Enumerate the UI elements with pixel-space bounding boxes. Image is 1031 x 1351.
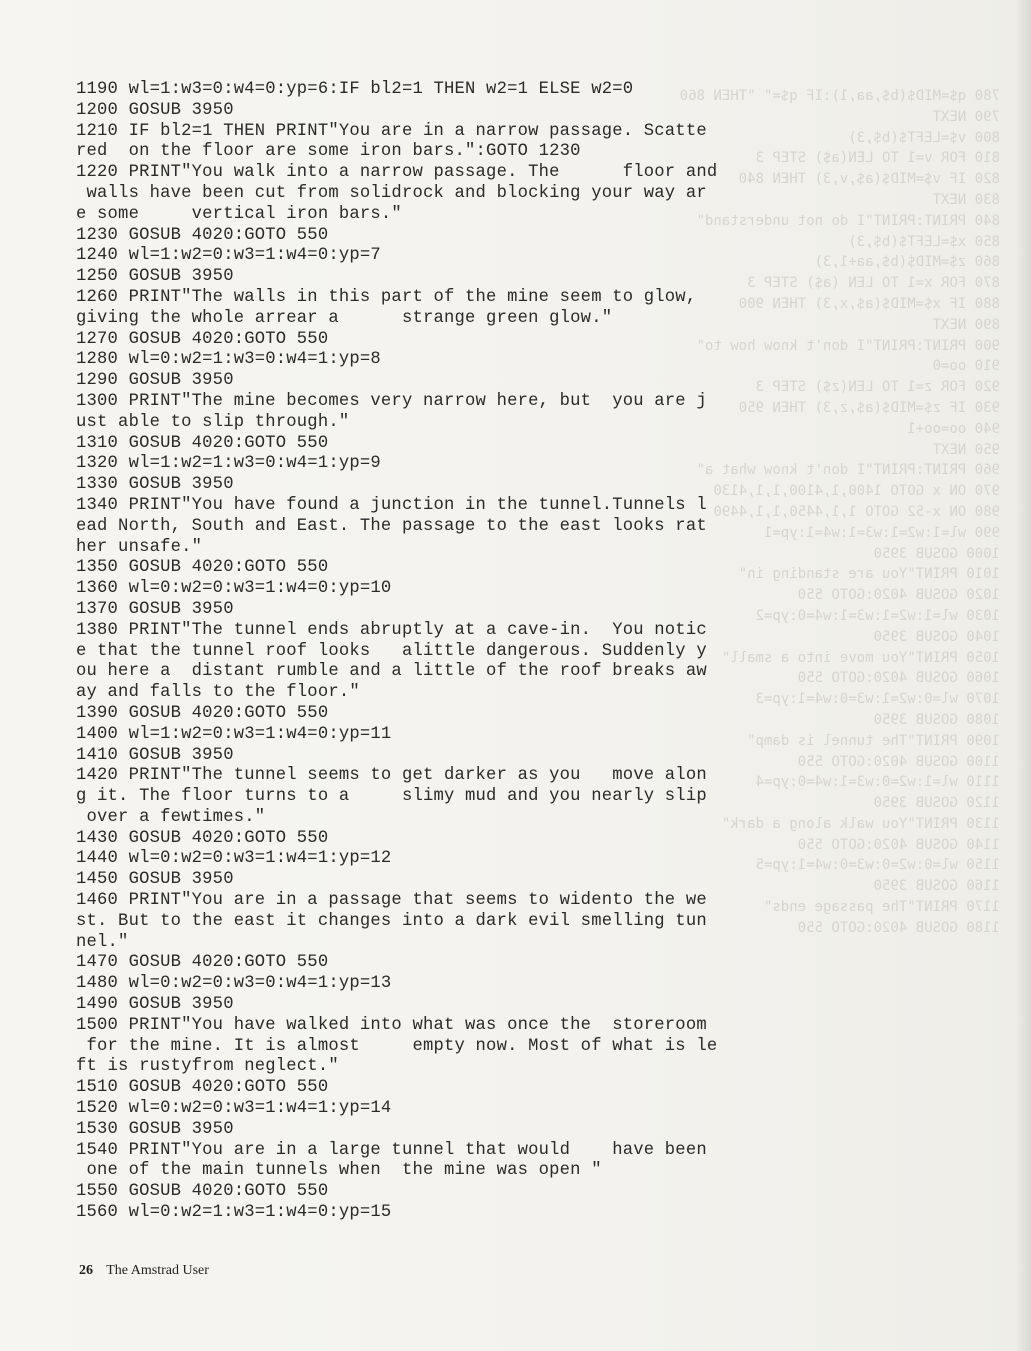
listing-line: 1540 PRINT"You are in a large tunnel that would have been (76, 1140, 707, 1160)
listing-line: 1490 GOSUB 3950 (76, 995, 234, 1015)
listing-line: ay and falls to the floor." (76, 683, 360, 703)
listing-line: one of the main tunnels when the mine was open " (76, 1161, 602, 1181)
listing-line: 1370 GOSUB 3950 (76, 599, 234, 619)
page-number: 26 (79, 1263, 93, 1278)
listing-line: 1250 GOSUB 3950 (76, 267, 234, 287)
listing-line: 1360 wl=0:w2=0:w3=1:w4=0:yp=10 (76, 579, 392, 599)
listing-line: 1530 GOSUB 3950 (76, 1119, 234, 1139)
listing-line: 1450 GOSUB 3950 (76, 870, 234, 890)
listing-line: g it. The floor turns to a slimy mud and you nearly slip (76, 787, 707, 807)
listing-line: e some vertical iron bars." (76, 204, 402, 224)
listing-line: 1300 PRINT"The mine becomes very narrow here, but you are j (76, 391, 707, 411)
listing-line: ead North, South and East. The passage to the east looks rat (76, 516, 707, 536)
listing-line: 1550 GOSUB 4020:GOTO 550 (76, 1182, 329, 1202)
listing-line: 1460 PRINT"You are in a passage that seems to widento the we (76, 891, 707, 911)
listing-line: 1330 GOSUB 3950 (76, 475, 234, 495)
listing-line: over a fewtimes." (76, 807, 266, 827)
listing-line: 1430 GOSUB 4020:GOTO 550 (76, 828, 329, 848)
listing-line: giving the whole arrear a strange green glow." (76, 308, 613, 328)
listing-line: 1200 GOSUB 3950 (76, 100, 234, 120)
listing-line: 1380 PRINT"The tunnel ends abruptly at a cave-in. You notic (76, 620, 707, 640)
listing-line: 1520 wl=0:w2=0:w3=1:w4=1:yp=14 (76, 1099, 392, 1119)
listing-line: 1230 GOSUB 4020:GOTO 550 (76, 225, 329, 245)
listing-line: for the mine. It is almost empty now. Most of what is le (76, 1036, 718, 1056)
page-edge-shadow (1017, 0, 1031, 1351)
listing-line: 1340 PRINT"You have found a junction in the tunnel.Tunnels l (76, 495, 707, 515)
publication-name: The Amstrad User (106, 1263, 209, 1278)
listing-line: 1220 PRINT"You walk into a narrow passage. The floor and (76, 163, 718, 183)
listing-line: 1500 PRINT"You have walked into what was once the storeroom (76, 1015, 707, 1035)
listing-line: 1440 wl=0:w2=0:w3=1:w4=1:yp=12 (76, 849, 392, 869)
listing-line: 1400 wl=1:w2=0:w3=1:w4=0:yp=11 (76, 724, 392, 744)
listing-line: 1350 GOSUB 4020:GOTO 550 (76, 558, 329, 578)
listing-line: ft is rustyfrom neglect." (76, 1057, 339, 1077)
listing-line: 1420 PRINT"The tunnel seems to get darker as you move alon (76, 766, 707, 786)
listing-line: ou here a distant rumble and a little of the roof breaks aw (76, 662, 707, 682)
listing-line: st. But to the east it changes into a dark evil smelling tun (76, 911, 707, 931)
reverse-side-bleed-through: 780 q$=MID$(b$,aa,1):IF q$=" "THEN 860 790 NEXT 800 v$=LEFT$(b$,3) 810 FOR v=1 TO LEN(a$) STEP 3 820 IF v$=MID$(a$,v,3) THEN 840 830 NEXT 840 PRINT:PRINT"I do not understand" 850 x$=LEFT$(b$,3) 860 z$=MID$(b$,aa+1,3) 870 FOR x=1 TO LEN (a$) STEP 3 880 IF x$=MID$(a$,x,3) THEN 900 890 NEXT 900 PRINT:PRINT"I don't know how to" 910 oo=0 920 FOR z=1 TO LEN(z$) STEP 3 930 IF z$=MID$(a$,z,3) THEN 950 940 oo=oo+1 950 NEXT 960 PRINT:PRINT"I don't know what a" 970 ON x GOTO 1400,1,4100,1,1,4130 980 ON x-52 GOTO 1,1,4450,1,1,4490 990 wl=1:w2=1:w3=1:w4=1:yp=1 1000 GOSUB 3950 1010 PRINT"You are standing in" 1020 GOSUB 4020:GOTO 550 1030 wl=1:w2=1:w3=1:w4=0:yp=2 1040 GOSUB 3950 1050 PRINT"You move into a small" 1060 GOSUB 4020:GOTO 550 1070 wl=0:w2=1:w3=0:w4=1:yp=3 1080 GOSUB 3950 1090 PRINT"The tunnel is damp" 1100 GOSUB 4020:GOTO 550 1110 wl=1:w2=0:w3=1:w4=0:yp=4 1120 GOSUB 3950 1130 PRINT"You walk along a dark" 1140 GOSUB 4020:GOTO 550 1150 wl=0:w2=0:w3=0:w4=1:yp=5 1160 GOSUB 3950 1170 PRINT"The passage ends" 1180 GOSUB 4020:GOTO 550 (679, 88, 1000, 936)
listing-line: walls have been cut from solidrock and blocking your way ar (76, 183, 707, 203)
page-footer (79, 1263, 209, 1279)
listing-line: nel." (76, 932, 129, 952)
listing-line: 1480 wl=0:w2=0:w3=0:w4=1:yp=13 (76, 974, 392, 994)
listing-line: 1210 IF bl2=1 THEN PRINT"You are in a narrow passage. Scatte (76, 121, 707, 141)
listing-line: 1260 PRINT"The walls in this part of the mine seem to glow, (76, 287, 697, 307)
listing-line: 1280 wl=0:w2=1:w3=0:w4=1:yp=8 (76, 350, 381, 370)
listing-line: 1390 GOSUB 4020:GOTO 550 (76, 703, 329, 723)
listing-line: 1190 wl=1:w3=0:w4=0:yp=6:IF bl2=1 THEN w2=1 ELSE w2=0 (76, 80, 634, 99)
listing-line: ust able to slip through." (76, 412, 350, 432)
basic-program-listing (76, 80, 976, 1245)
listing-line: 1510 GOSUB 4020:GOTO 550 (76, 1078, 329, 1098)
listing-line: e that the tunnel roof looks alittle dangerous. Suddenly y (76, 641, 707, 661)
listing-line: 1560 wl=0:w2=1:w3=1:w4=0:yp=15 (76, 1203, 392, 1223)
listing-line: 1290 GOSUB 3950 (76, 371, 234, 391)
listing-line: 1310 GOSUB 4020:GOTO 550 (76, 433, 329, 453)
listing-line (76, 1224, 976, 1245)
listing-line: her unsafe." (76, 537, 203, 557)
listing-line: 1270 GOSUB 4020:GOTO 550 (76, 329, 329, 349)
listing-line: 1470 GOSUB 4020:GOTO 550 (76, 953, 329, 973)
listing-line: 1320 wl=1:w2=1:w3=0:w4=1:yp=9 (76, 454, 381, 474)
listing-line: red on the floor are some iron bars.":GOTO 1230 (76, 142, 581, 162)
listing-line: 1240 wl=1:w2=0:w3=1:w4=0:yp=7 (76, 246, 381, 266)
listing-line: 1410 GOSUB 3950 (76, 745, 234, 765)
